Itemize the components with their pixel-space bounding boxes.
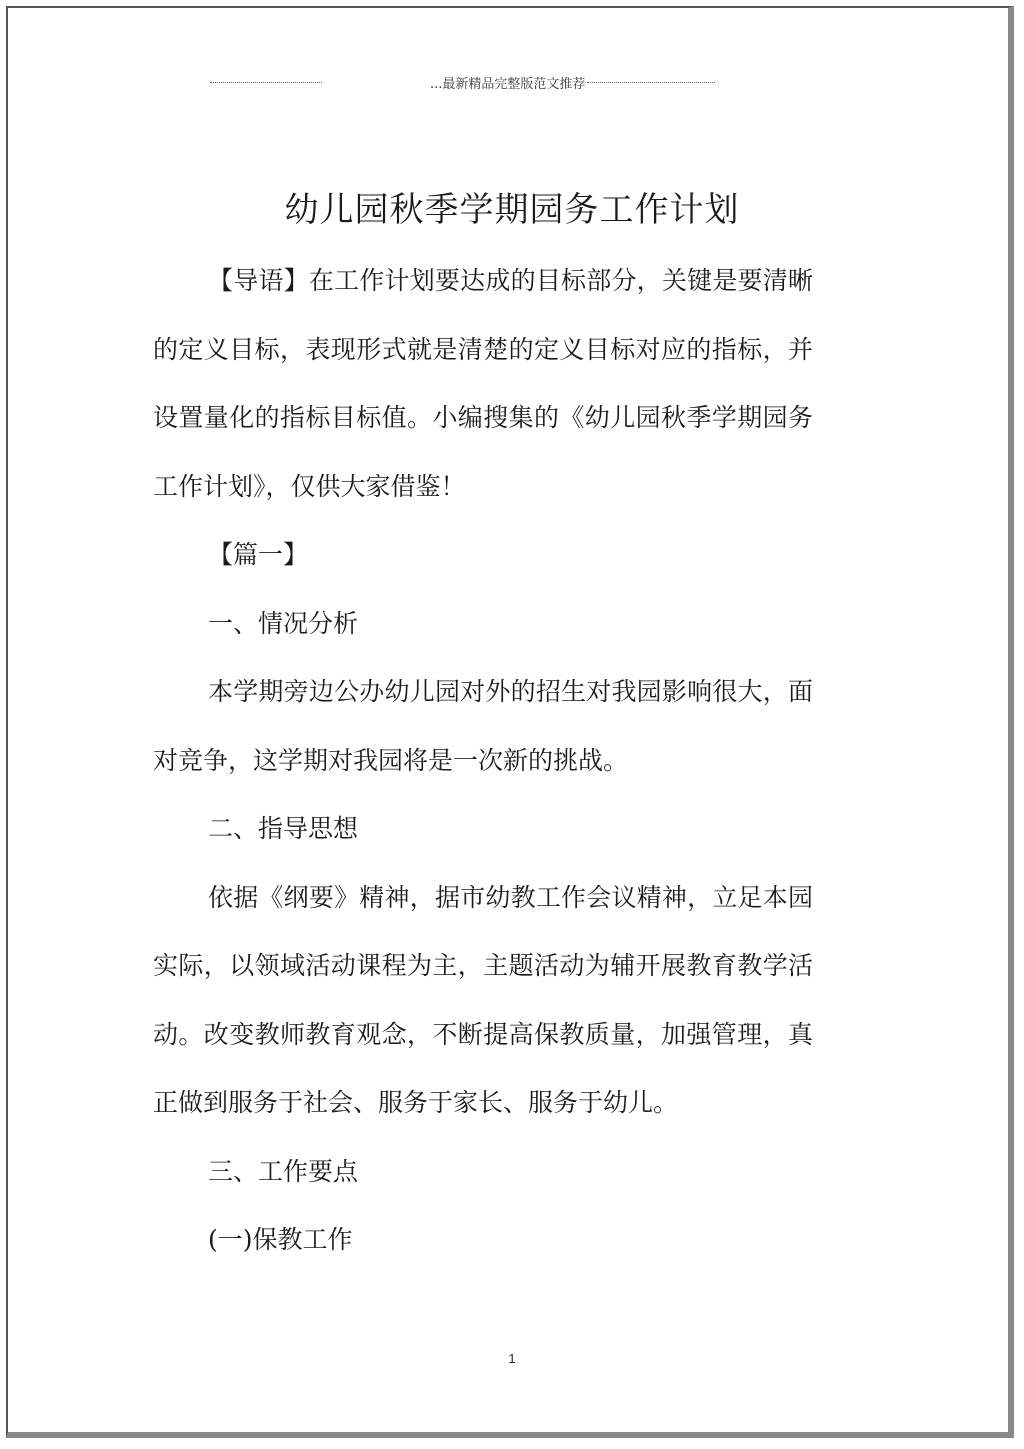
document-title: 幼儿园秋季学期园务工作计划 [284,190,740,230]
section-marker: 【篇一】 [208,540,309,569]
document-body [153,247,813,1275]
paragraph-situation-analysis: 本学期旁边公办幼儿园对外的招生对我园影响很大，面对竞争，这学期对我园将是一次新的挑战。 [153,677,813,775]
subheading-care-education: (一)保教工作 [208,1225,353,1254]
header-text: ...最新精品完整版范文推荐 [430,76,586,92]
heading-guiding-thought: 二、指导思想 [208,814,359,843]
paragraph-guiding-thought: 依据《纲要》精神，据市幼教工作会议精神，立足本园实际，以领域活动课程为主，主题活动为辅开展教育教学活动。改变教师教育观念，不断提高保教质量，加强管理，真正做到服务于社会、服务于家长、服务于幼儿。 [153,882,813,1117]
header-dotted-rule-right [587,82,715,83]
heading-work-points: 三、工作要点 [208,1156,359,1186]
running-header [210,72,715,92]
header-dotted-rule-left [210,82,322,83]
page-number: 1 [508,1351,516,1366]
intro-paragraph: 【导语】在工作计划要达成的目标部分，关键是要清晰的定义目标，表现形式就是清楚的定义目标对应的指标，并设置量化的指标目标值。小编搜集的《幼儿园秋季学期园务工作计划》，仅供大家借鉴！ [153,266,813,501]
heading-situation-analysis: 一、情况分析 [208,608,359,638]
